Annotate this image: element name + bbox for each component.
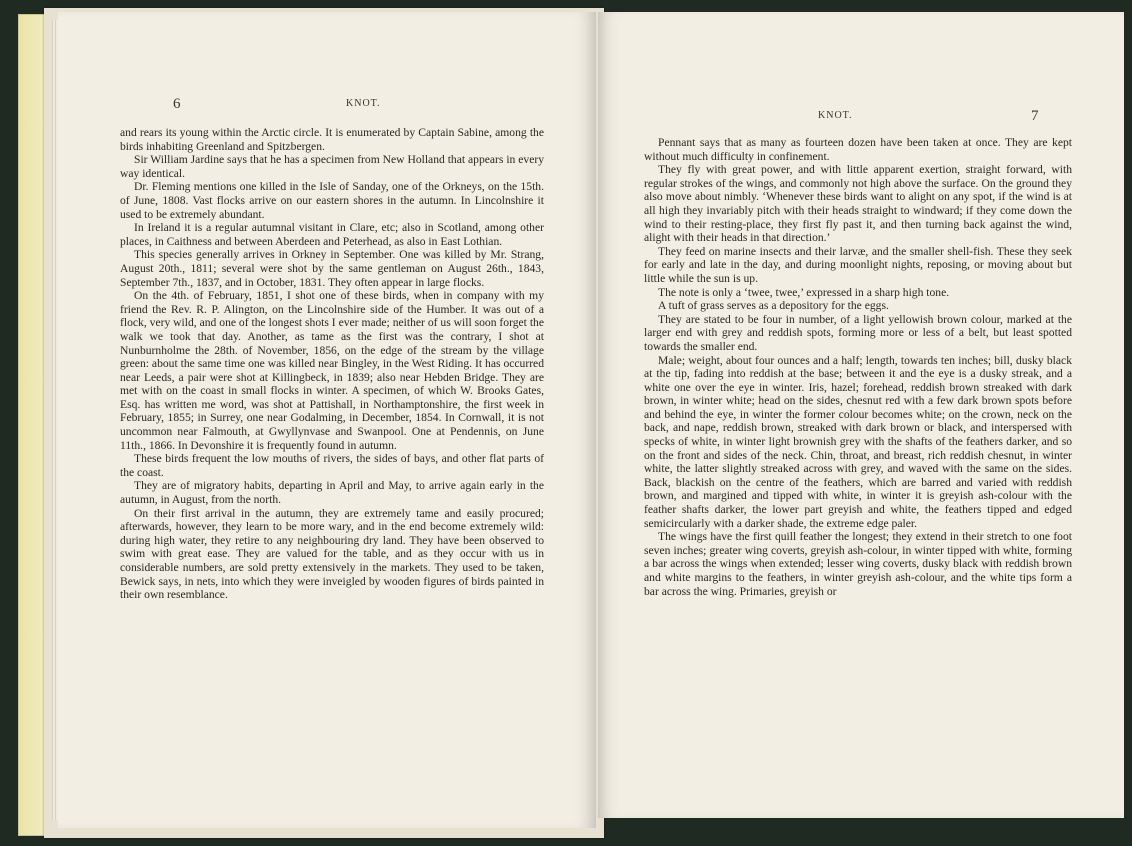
paragraph: Male; weight, about four ounces and a half; length, towards ten inches; bill, dusky black at the tip, fading into reddish at the base; between it and the eye is a dusky streak, and a white one over the eye in winter. Iris, hazel; forehead, reddish brown streaked with dark brown, in winter white; head on the sides, chesnut red with a few dark brown spots before and behind the eye, in winter the former colour becomes white; on the crown, neck on the back, and nape, reddish brown, streaked with dark brown or black, and interspersed with specks of white, in winter light brownish grey with the shafts of the feathers darker, and so on the front and sides of the neck. Chin, throat, and breast, rich reddish chesnut, in winter white, the latter slightly streaked across with grey, and waved with the same on the sides. Back, blackish on the centre of the feathers, which are barred and varied with reddish brown, and margined and tipped with white, in winter it is greyish ash-colour with the feather shafts darker, the lower part greyish and white, the feathers tipped and edged semicircularly with a darker shade, the extreme edge paler.	[644, 353, 1072, 530]
running-head: KNOT.	[818, 110, 853, 121]
paragraph: In Ireland it is a regular autumnal visitant in Clare, etc; also in Scotland, among other places, in Caithness and between Aberdeen and Peterhead, as also in East Lothian.	[120, 221, 544, 248]
paragraph: They are stated to be four in number, of a light yellowish brown colour, marked at the larger end with grey and reddish spots, forming more or less of a belt, but least spotted towards the smaller end.	[644, 312, 1072, 353]
paragraph: They are of migratory habits, departing in April and May, to arrive again early in the autumn, in August, from the north.	[120, 479, 544, 507]
paragraph: They fly with great power, and with little apparent exertion, straight forward, with regular strokes of the wings, and commonly not high above the surface. On the ground they also move about nimbly. ‘Whenever these birds want to alight on any spot, if the wind is at all high they invariably pitch with their heads straight to windward; if they come down the wind to their resting-place, they first fly past it, and then turning back against the wind, alight with their heads in that direction.’	[644, 163, 1072, 245]
right-page	[598, 12, 1124, 818]
paragraph: Dr. Fleming mentions one killed in the Isle of Sanday, one of the Orkneys, on the 15th. of June, 1808. Vast flocks arrive on our eastern shores in the autumn. In Lincolnshire it used to be extremely abundant.	[120, 180, 544, 221]
paragraph: Sir William Jardine says that he has a specimen from New Holland that appears in every way identical.	[120, 153, 544, 180]
paragraph: This species generally arrives in Orkney in September. One was killed by Mr. Strang, August 20th., 1811; several were shot by the same gentleman on August 26th., 1843, September 7th., 1837, and in October, 1831. They often appear in large flocks.	[120, 248, 544, 289]
paragraph: These birds frequent the low mouths of rivers, the sides of bays, and other flat parts of the coast.	[120, 452, 544, 479]
paragraph: The wings have the first quill feather the longest; they extend in their stretch to one foot seven inches; greater wing coverts, greyish ash-colour, in winter tipped with white, forming a bar across the wings when extended; lesser wing coverts, dusky black with reddish brown and white margins to the feathers, in winter greyish ash-colour, and the white tips form a bar across the wing. Primaries, greyish or	[644, 530, 1072, 598]
running-head: KNOT.	[346, 98, 381, 109]
paragraph: On their first arrival in the autumn, they are extremely tame and easily procured; afterwards, however, they learn to be more wary, and in the end become extremely wild: during high water, they retire to any neighbouring dry land. They have been observed to swim with great ease. They are valued for the table, and as they occur with us in considerable numbers, are sold pretty extensively in the markets. They used to be taken, Bewick says, in nets, into which they were inveigled by wooden figures of birds painted in their own resemblance.	[120, 506, 544, 602]
page-number: 6	[173, 96, 181, 112]
page-body	[120, 126, 544, 602]
page-number: 7	[1031, 108, 1039, 124]
paragraph: They feed on marine insects and their larvæ, and the smaller shell-fish. These they seek for early and late in the day, and during moonlight nights, reposing, or moving about but little while the sun is up.	[644, 244, 1072, 285]
paragraph: The note is only a ‘twee, twee,’ expressed in a sharp high tone.	[658, 285, 950, 299]
page-body	[644, 136, 1072, 598]
paragraph: A tuft of grass serves as a depository for the eggs.	[658, 299, 889, 313]
paragraph: Pennant says that as many as fourteen dozen have been taken at once. They are kept without much difficulty in confinement.	[644, 136, 1072, 163]
left-page	[58, 12, 596, 828]
paragraph: and rears its young within the Arctic circle. It is enumerated by Captain Sabine, among the birds inhabiting Greenland and Spitzbergen.	[120, 126, 544, 153]
paragraph: On the 4th. of February, 1851, I shot one of these birds, when in company with my friend the Rev. R. P. Alington, on the Lincolnshire side of the Humber. It was out of a flock, very wild, and one of the longest shots I ever made; neither of us will soon forget the walk we took that day. Another, as tame as the first was the contrary, I shot at Nunburnholme the 28th. of November, 1856, on the edge of the stream by the village green: about the same time one was killed near Bingley, in the West Riding. It has occurred near Leeds, a pair were shot at Killingbeck, in 1839; also near Hebden Bridge. They are met with on the coast in small flocks in winter. A specimen, of which W. Brooks Gates, Esq. has written me word, was shot at Pattishall, in Northamptonshire, the first week in February, 1855; in Surrey, one near Godalming, in December, 1854. In Cornwall, it is not uncommon near Falmouth, at Gwyllynvase and Swanpool. One at Pendennis, on June 11th., 1866. In Devonshire it is frequently found in autumn.	[120, 289, 544, 452]
